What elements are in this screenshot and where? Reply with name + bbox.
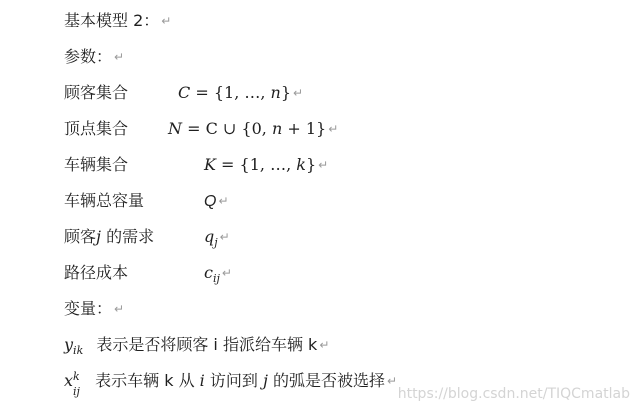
param-row-capacity bbox=[64, 191, 144, 211]
paragraph-mark: ↵ bbox=[161, 14, 172, 28]
var-j: j bbox=[262, 371, 268, 390]
param-label: 顾客集合 bbox=[64, 83, 129, 102]
var-description-pre: 表示车辆 k 从 bbox=[95, 371, 200, 390]
param-label-var: j bbox=[96, 227, 101, 246]
watermark-text: https://blog.csdn.net/TIQCmatlab bbox=[397, 386, 630, 402]
paragraph-mark: ↵ bbox=[219, 230, 230, 244]
param-label: 车辆总容量 bbox=[64, 191, 145, 210]
paragraph-mark: ↵ bbox=[221, 266, 232, 280]
vars-heading-line bbox=[64, 299, 124, 319]
param-formula-demand: $q_j$ ↵ bbox=[204, 227, 230, 250]
param-formula-capacity: Q ↵ bbox=[204, 193, 229, 210]
paragraph-mark: ↵ bbox=[218, 194, 229, 208]
param-formula-vehicles: K = {1, …, k} ↵ bbox=[204, 155, 329, 174]
model-title-line bbox=[64, 11, 171, 31]
param-row-vertices bbox=[64, 119, 128, 139]
paragraph-mark: ↵ bbox=[318, 158, 329, 172]
paragraph-mark: ↵ bbox=[319, 338, 330, 352]
param-formula-customers: C = {1, …, n} ↵ bbox=[178, 83, 304, 102]
paragraph-mark: ↵ bbox=[328, 122, 339, 136]
param-label-post: 的需求 bbox=[100, 227, 155, 246]
param-row-customers bbox=[64, 83, 128, 103]
var-symbol-x: x k ij bbox=[64, 370, 80, 398]
paragraph-mark: ↵ bbox=[387, 374, 398, 388]
param-row-vehicles bbox=[64, 155, 128, 175]
var-description-post: 的弧是否被选择 bbox=[267, 371, 386, 390]
paragraph-mark: ↵ bbox=[293, 86, 304, 100]
params-heading: 参数： bbox=[64, 47, 113, 66]
paragraph-mark: ↵ bbox=[114, 302, 125, 316]
param-label-pre: 顾客 bbox=[64, 227, 97, 246]
param-row-cost bbox=[64, 263, 128, 283]
vars-heading: 变量： bbox=[64, 299, 113, 318]
model-title: 基本模型 2： bbox=[64, 11, 160, 30]
param-formula-vertices: N = C ∪ {0, n + 1} ↵ bbox=[168, 119, 339, 138]
paragraph-mark: ↵ bbox=[114, 50, 125, 64]
params-heading-line bbox=[64, 47, 124, 67]
var-description: 表示是否将顾客 i 指派给车辆 k bbox=[96, 335, 318, 354]
var-row-x bbox=[64, 370, 398, 398]
var-row-y bbox=[64, 335, 330, 358]
param-label: 顶点集合 bbox=[64, 119, 129, 138]
var-i: i bbox=[199, 371, 205, 390]
var-symbol-y: $y_{ik}$ bbox=[64, 335, 84, 358]
param-label: 路径成本 bbox=[64, 263, 129, 282]
param-formula-cost: $c_{ij}$ ↵ bbox=[204, 263, 232, 286]
var-description-mid: 访问到 bbox=[204, 371, 263, 390]
param-label: 车辆集合 bbox=[64, 155, 129, 174]
param-row-demand bbox=[64, 227, 154, 247]
